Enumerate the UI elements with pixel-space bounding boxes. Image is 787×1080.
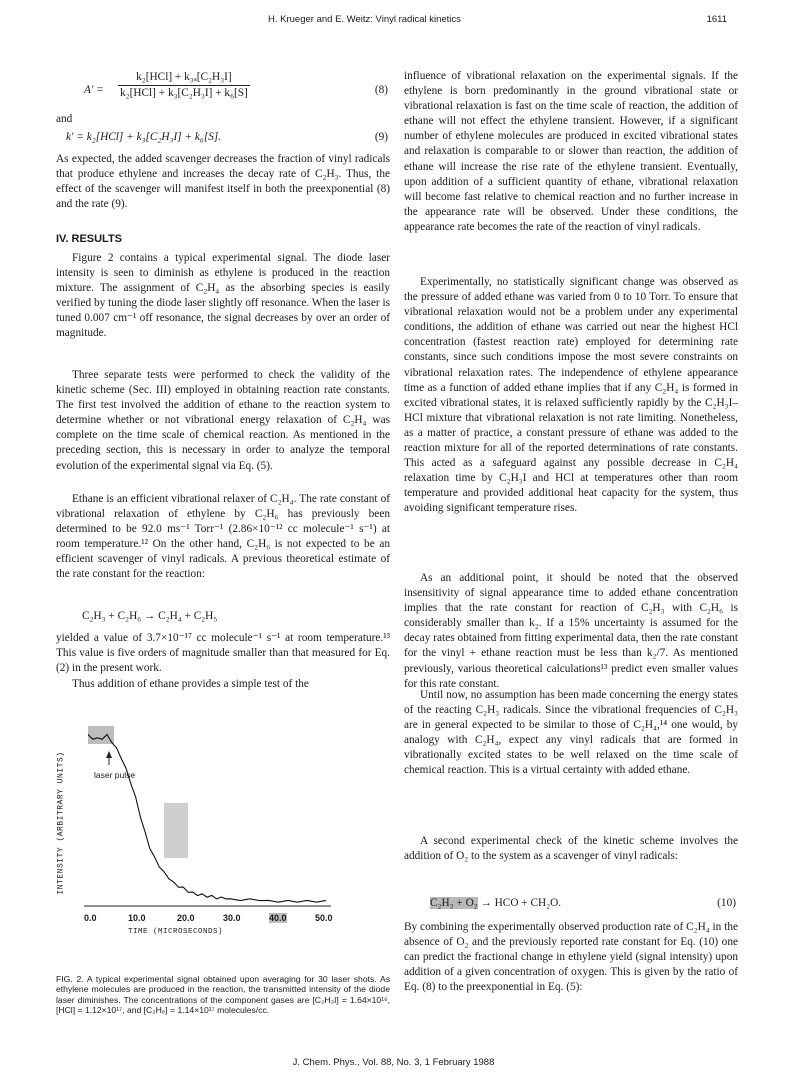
section-heading: IV. RESULTS	[56, 233, 123, 245]
eq8-numerator: k₂[HCl] + k₃ₐ[C₂H₃I]	[118, 70, 250, 86]
x-tick-20: 20.0	[177, 913, 195, 923]
eq9-body: k′ = k₂[HCl] + k₃[C₂H₃I] + k₆[S].	[66, 131, 222, 143]
eq10-rest: → HCO + CH₂O.	[477, 897, 562, 909]
x-tick-0: 0.0	[84, 913, 97, 923]
chart-svg	[56, 718, 356, 918]
equation-10	[430, 896, 738, 911]
x-tick-30: 30.0	[223, 913, 241, 923]
paragraph-ethane: Ethane is an efficient vibrational relaxer of C₂H₄. The rate constant of vibrational relaxation of ethylene by C₂H₆ has previously been determined to be 92.0 ms⁻¹ Torr⁻¹ (2.86×10⁻¹² cc molecule⁻¹ s⁻¹) at room temperature.¹² On the other hand, C₂H₆ is not expected to be an efficient scavenger of vinyl radicals. A previous theoretical estimate of the rate constant for the reaction:	[56, 493, 390, 581]
x-tick-40: 40.0	[269, 913, 287, 923]
arrow-head	[106, 751, 112, 758]
paragraph-tests: Three separate tests were performed to check the validity of the kinetic scheme (Sec. III) employed in obtaining reaction rate constants. The first test involved the addition of ethane to the reaction system to determine whether or not vibrational energy relaxation of C₂H₄ was complete on the time scale of chemical reaction. As mentioned in the preceding section, this is necessary in order to analyze the temporal evolution of the experimental signal via Eq. (5).	[56, 369, 390, 472]
figure-caption: FIG. 2. A typical experimental signal obtained upon averaging for 30 laser shots. As ethylene molecules are produced in the reaction, the transmitted intensity of the diode laser diminishes. The concentrations of the component gases are [C₂H₃I] = 1.64×10¹⁶, [HCl] = 1.12×10¹⁷, and [C₂H₆] = 1.14×10¹⁷ molecules/cc.	[56, 973, 390, 1016]
paragraph-energy-states: Until now, no assumption has been made concerning the energy states of the reacting C₂H₃ radicals. Since the vibrational frequencies of C₂H₃ are in general expected to be similar to those of C₂H₄,¹⁴ one would, by analogy with C₂H₄, expect any vinyl radicals that are formed in vibrationally excited states to be well relaxed on the time scale of chemical reaction. This is a virtual certainty with added ethane.	[404, 689, 738, 777]
x-tick-50: 50.0	[315, 913, 333, 923]
reaction-equation: C₂H₃ + C₂H₆ → C₂H₄ + C₂H₅	[82, 610, 218, 622]
laser-pulse-shade-left	[88, 726, 114, 744]
page-number: 1611	[706, 14, 727, 25]
paragraph-experimentally: Experimentally, no statistically significant change was observed as the pressure of added ethane was varied from 0 to 10 Torr. To ensure that vibrational relaxation would not be a problem under any experimental conditions, the addition of ethane was carried out near the highest HCl concentration (fastest reaction rate) employed for determining rate constants, since such conditions impose the most severe constraints on vibrational relaxation rates. The independence of ethylene appearance time as a function of added ethane implies that if any C₂H₄ is formed in excited vibrational states, it is relaxed sufficiently rapidly by the C₂H₃I–HCl mixture that vibrational relaxation is not rate limiting. Nonetheless, as a matter of practice, a constant pressure of ethane was added to the reaction mixture for all of the reported determinations of rate constants. This acted as a safeguard against any possible decrease in C₂H₄ relaxation time by C₂H₃I and HCl at temperatures other than room temperature and provided additional heat capacity for the system, thus avoiding significant temperature rises.	[404, 276, 738, 515]
paragraph-second-check: A second experimental check of the kinetic scheme involves the addition of O₂ to the system as a scavenger of vinyl radicals:	[404, 835, 738, 863]
paragraph-thus: Thus addition of ethane provides a simple test of the	[72, 678, 309, 690]
eq8-denominator: k₂[HCl] + k₃[C₂H₃I] + k₆[S]	[120, 87, 248, 100]
x-tick-10: 10.0	[128, 913, 146, 923]
paragraph-combining: By combining the experimentally observed production rate of C₂H₄ in the absence of O₂ and the previously reported rate constant for Eq. (10) one can predict the fractional change in ethylene yield (signal intensity) upon addition of a given concentration of oxygen. This is given by the ratio of Eq. (8) to the preexponential in Eq. (5):	[404, 921, 738, 994]
y-axis-label: INTENSITY (ARBITRARY UNITS)	[56, 751, 66, 895]
laser-pulse-shade-right	[164, 803, 188, 858]
x-axis-label: TIME (MICROSECONDS)	[128, 928, 224, 936]
equation-8	[84, 70, 390, 110]
running-header-title: H. Krueger and E. Weitz: Vinyl radical kinetics	[268, 14, 461, 25]
paragraph-influence: influence of vibrational relaxation on the experimental signals. If the ethylene is born predominantly in the ground vibrational state or vibrational relaxation is fast on the time scale of reaction, the addition of ethane will not effect the ethylene transient. However, if a significant number of ethylene molecules are produced in excited vibrational states and relaxation is comparable to or slower than reaction, the addition of ethane will increase the rise rate of the ethylene transient. Eventually, upon addition of a sufficient quantity of ethane, vibrational relaxation will become fast relative to chemical reaction and no further increase in the appearance rate will be observed. Under these conditions, the appearance rate becomes the rate of the reaction of vinyl radicals.	[404, 70, 738, 233]
equation-9	[66, 130, 390, 145]
and-text: and	[56, 113, 73, 125]
paragraph-value: yielded a value of 3.7×10⁻¹⁷ cc molecule⁻¹ s⁻¹ at room temperature.¹³ This value is five orders of magnitude smaller than that measured for Eq. (2) in the present work.	[56, 632, 390, 675]
eq8-number: (8)	[374, 84, 388, 96]
eq8-fraction	[118, 70, 250, 101]
eq8-lhs: A′ =	[84, 84, 104, 96]
paragraph-figure2: Figure 2 contains a typical experimental signal. The diode laser intensity is seen to diminish as ethylene is produced in the reaction mixture. The assignment of C₂H₄ as the absorbing species is easily verified by tuning the diode laser slightly off resonance. When the laser is tuned 0.007 cm⁻¹ off resonance, the signal decreases by over an order of magnitude.	[56, 252, 390, 340]
figure-2	[56, 718, 356, 948]
eq9-number: (9)	[374, 131, 388, 143]
journal-footer: J. Chem. Phys., Vol. 88, No. 3, 1 February 1988	[292, 1057, 495, 1068]
paragraph-additional-point: As an additional point, it should be noted that the observed insensitivity of signal appearance time to added ethane concentration implies that the rate constant for reaction of C₂H₃ with C₂H₆ is considerably smaller than k₂. If a 15% uncertainty is assumed for the decay rates obtained from fitting experimental data, then the rate constant for the vinyl + ethane reaction must be less than k₂/7. As mentioned previously, various theoretical calculations¹³ predict even smaller values for this rate constant.	[404, 572, 738, 690]
eq10-highlighted: C₂H₃ + O₂	[430, 897, 478, 909]
eq10-number: (10)	[717, 897, 736, 909]
signal-trace	[88, 735, 326, 903]
laser-pulse-label: laser pulse	[94, 770, 136, 780]
paragraph-scavenger: As expected, the added scavenger decreases the fraction of vinyl radicals that produce ethylene and increases the decay rate of C₂H₃. Thus, the effect of the scavenger will manifest itself in both the preexponential (8) and the rate (9).	[56, 153, 390, 211]
